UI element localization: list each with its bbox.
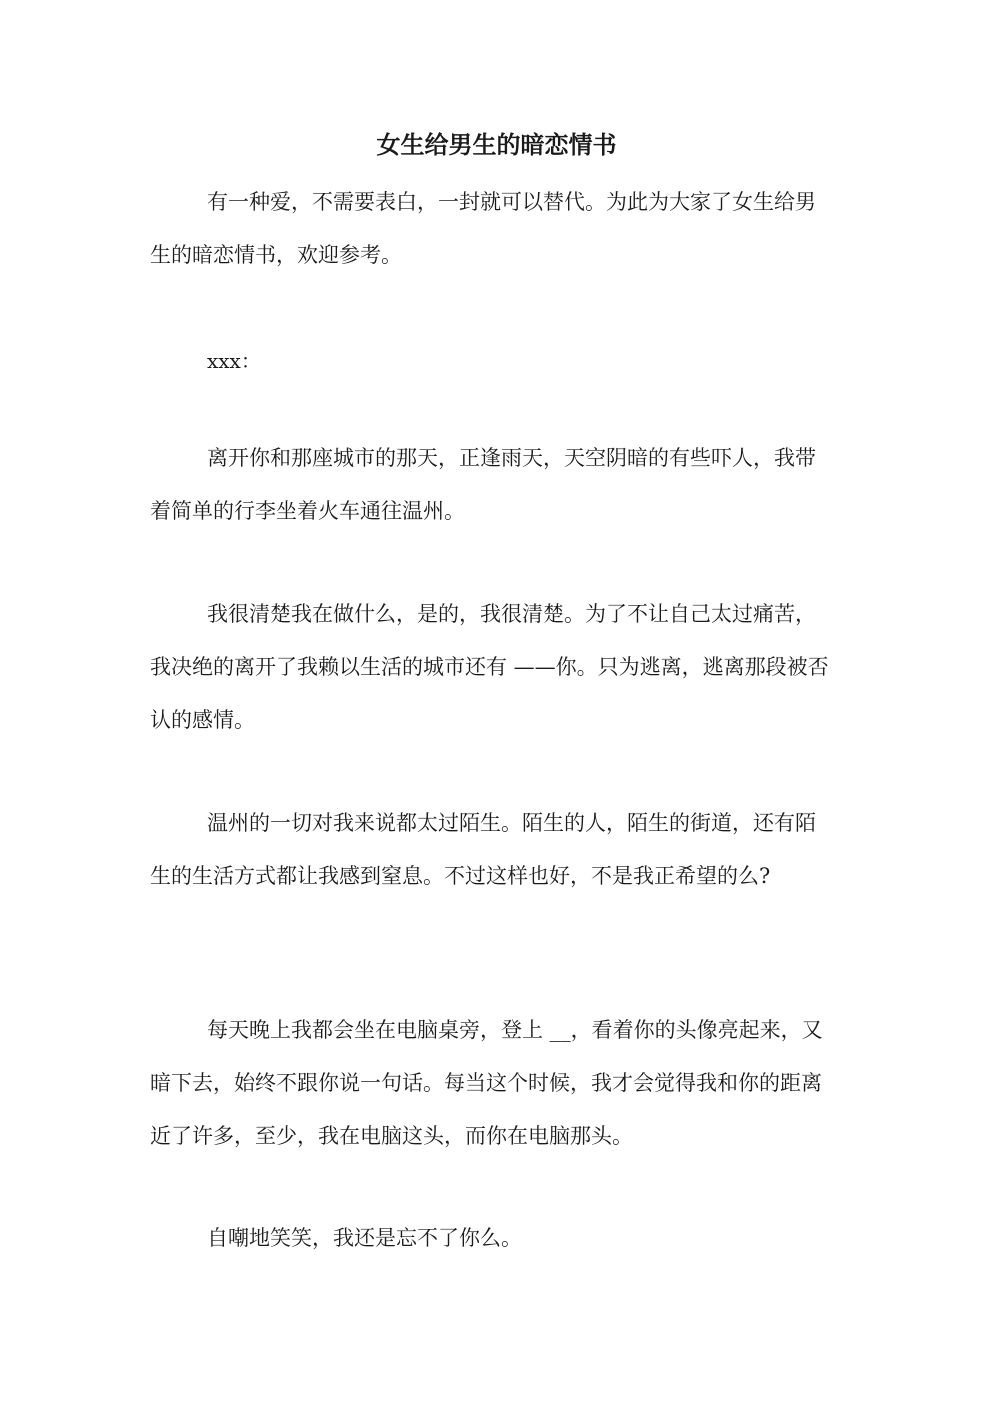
salutation: xxx： (207, 349, 261, 373)
body-paragraph: 自嘲地笑笑，我还是忘不了你么。 (207, 1226, 522, 1250)
intro-paragraph: 有一种爱，不需要表白，一封就可以替代。为此为大家了女生给男生的暗恋情书，欢迎参考。 (150, 190, 816, 267)
body-paragraph: 我很清楚我在做什么，是的，我很清楚。为了不让自己太过痛苦，我决绝的离开了我赖以生活的城市还有 ——你。只为逃离，逃离那段被否认的感情。 (150, 602, 829, 732)
body-paragraph: 离开你和那座城市的那天，正逢雨天，天空阴暗的有些吓人，我带着简单的行李坐着火车通往温州。 (150, 446, 816, 523)
body-paragraph: 每天晚上我都会坐在电脑桌旁，登上 __，看着你的头像亮起来，又暗下去，始终不跟你说一句话。每当这个时候，我才会觉得我和你的距离近了许多，至少，我在电脑这头，而你在电脑那头。 (150, 1018, 823, 1148)
page-title: 女生给男生的暗恋情书 (376, 130, 617, 159)
body-paragraph: 温州的一切对我来说都太过陌生。陌生的人，陌生的街道，还有陌生的生活方式都让我感到窒息。不过这样也好，不是我正希望的么? (150, 811, 816, 888)
